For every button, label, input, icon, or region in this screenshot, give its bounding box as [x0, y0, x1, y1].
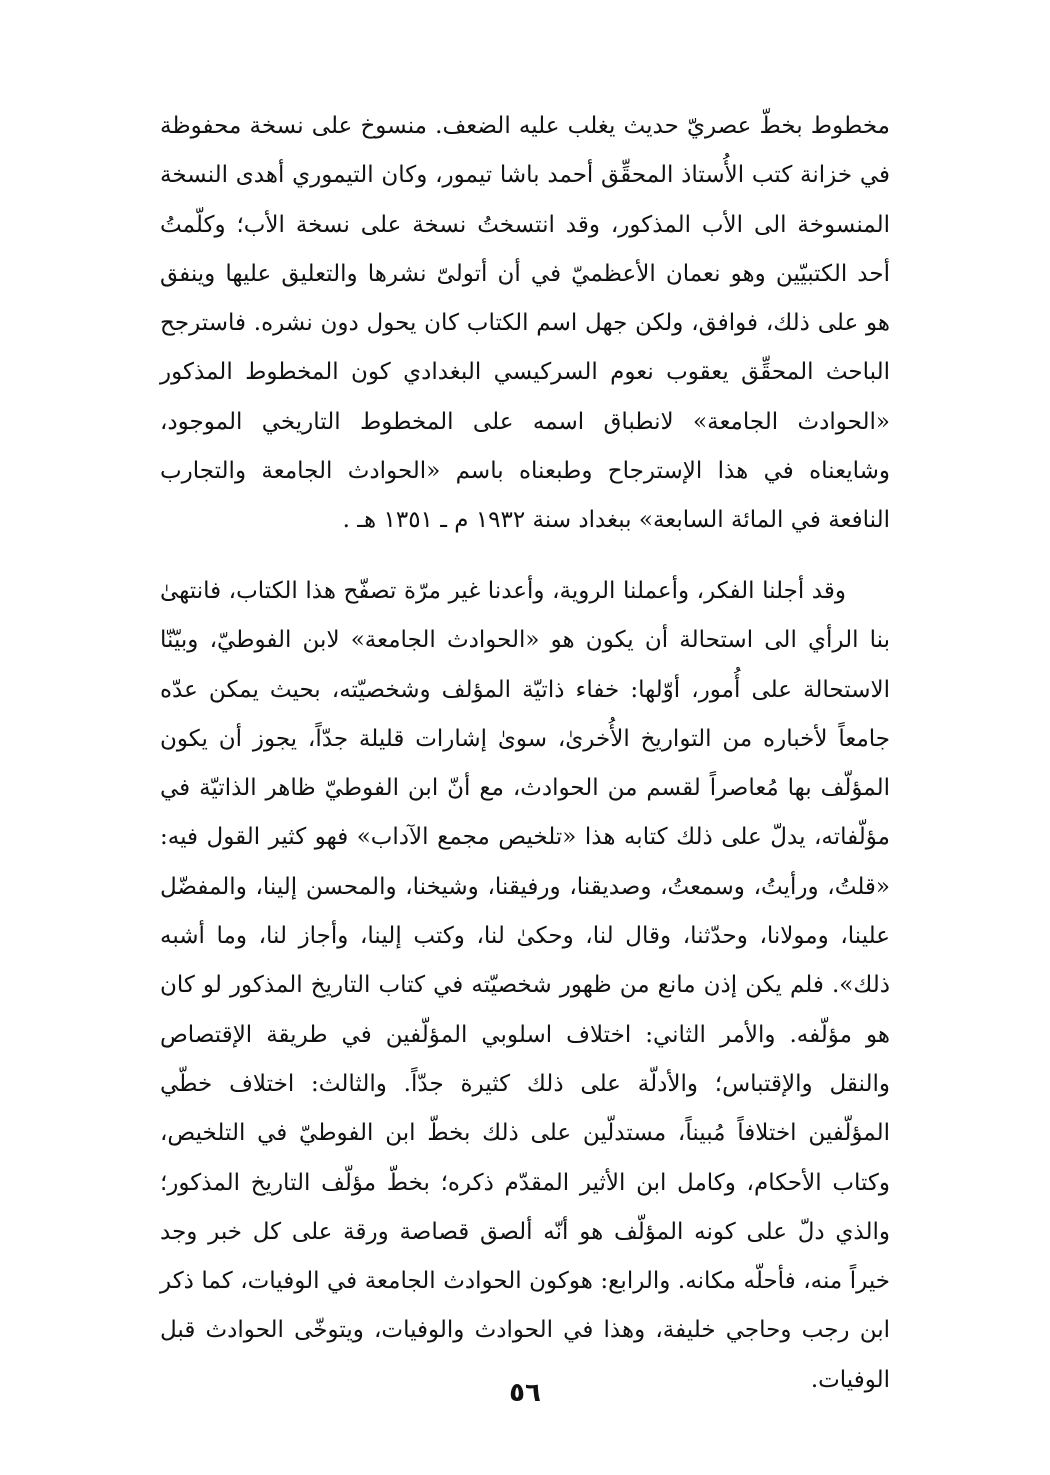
- page-number: ٥٦: [509, 1378, 541, 1408]
- paragraph-2: وقد أجلنا الفكر، وأعملنا الروية، وأعدنا غير مرّة تصفّح هذا الكتاب، فانتهىٰ بنا الرأي الى استحالة أن يكون هو «الحوادث الجامعة» لابن الفوطيّ، وبيّنّا الاستحالة على أُمور، أوّلها: خفاء ذاتيّة المؤلف وشخصيّته، بحيث يمكن عدّه جامعاً لأخباره من التواريخ الأُخرىٰ، سوىٰ إشارات قليلة جدّاً، يجوز أن يكون المؤلّف بها مُعاصراً لقسم من الحوادث، مع أنّ ابن الفوطيّ ظاهر الذاتيّة في مؤلّفاته، يدلّ على ذلك كتابه هذا «تلخيص مجمع الآداب» فهو كثير القول فيه: «قلتُ، ورأيتُ، وسمعتُ، وصديقنا، ورفيقنا، وشيخنا، والمحسن إلينا، والمفضّل علينا، ومولانا، وحدّثنا، وقال لنا، وحكىٰ لنا، وكتب إلينا، وأجاز لنا، وما أشبه ذلك». فلم يكن إذن مانع من ظهور شخصيّته في كتاب التاريخ المذكور لو كان هو مؤلّفه. والأمر الثاني: اختلاف اسلوبي المؤلّفين في طريقة الإقتصاص والنقل والإقتباس؛ والأدلّة على ذلك كثيرة جدّاً. والثالث: اختلاف خطّي المؤلّفين اختلافاً مُبيناً، مستدلّين على ذلك بخطّ ابن الفوطيّ في التلخيص، وكتاب الأحكام، وكامل ابن الأثير المقدّم ذكره؛ بخطّ مؤلّف التاريخ المذكور؛ والذي دلّ على كونه المؤلّف هو أنّه ألصق قصاصة ورقة على كل خبر وجد خيراً منه، فأحلّه مكانه. والرابع: هوكون الحوادث الجامعة في الوفيات، كما ذكر ابن رجب وحاجي خليفة، وهذا في الحوادث والوفيات، ويتوخّى الحوادث قبل الوفيات.: [160, 578, 890, 1393]
- paragraph-1: مخطوط بخطّ عصريّ حديث يغلب عليه الضعف. منسوخ على نسخة محفوظة في خزانة كتب الأُستاذ المحقِّق أحمد باشا تيمور، وكان التيموري أهدى النسخة المنسوخة الى الأب المذكور، وقد انتسختُ نسخة على نسخة الأب؛ وكلّمتُ أحد الكتبيّين وهو نعمان الأعظميّ في أن أتولىّ نشرها والتعليق عليها وينفق هو على ذلك، فوافق، ولكن جهل اسم الكتاب كان يحول دون نشره. فاسترجح الباحث المحقِّق يعقوب نعوم السركيسي البغدادي كون المخطوط المذكور «الحوادث الجامعة» لانطباق اسمه على المخطوط التاريخي الموجود، وشايعناه في هذا الإسترجاح وطبعناه باسم «الحوادث الجامعة والتجارب النافعة في المائة السابعة» ببغداد سنة ١٩٣٢ م ـ ١٣٥١ هـ .: [160, 113, 890, 534]
